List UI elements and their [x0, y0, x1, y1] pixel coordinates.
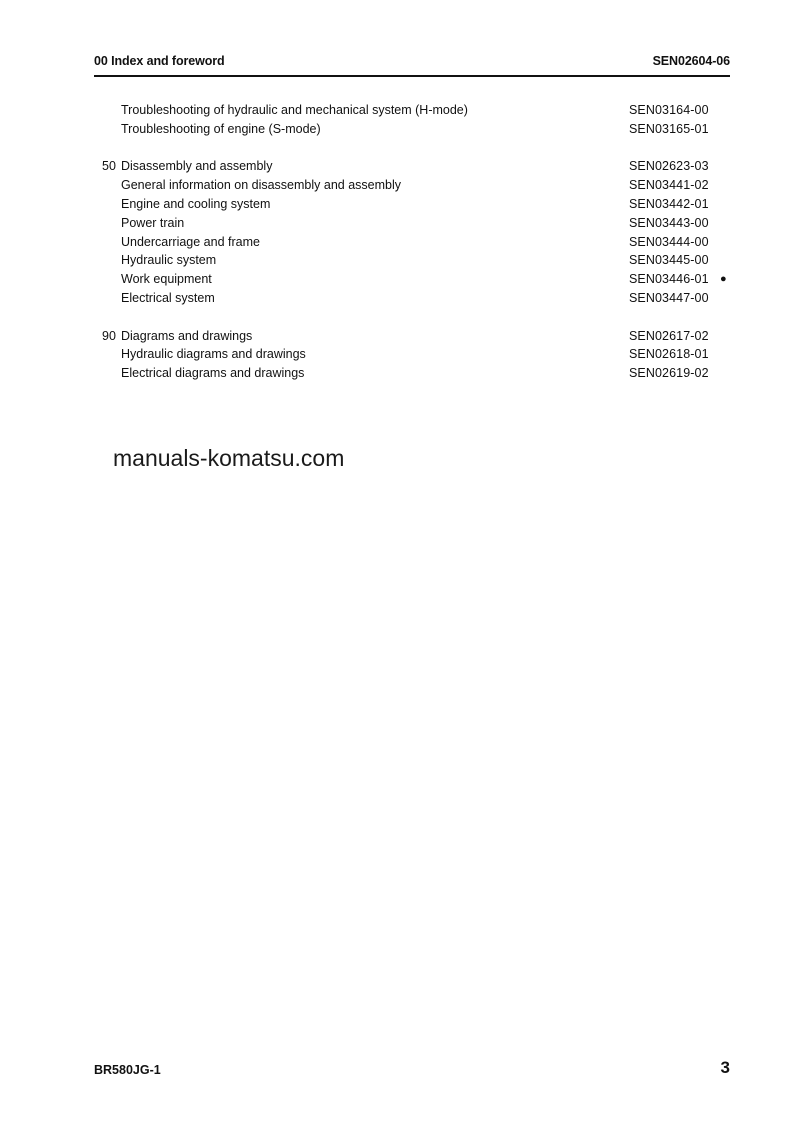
toc-code: SEN02619-02 — [629, 366, 709, 381]
toc-code: SEN03444-00 — [629, 234, 709, 249]
toc-row — [94, 289, 730, 308]
toc-row — [94, 157, 730, 176]
toc-title: Undercarriage and frame — [121, 234, 260, 249]
revision-bullet-icon: ● — [720, 273, 727, 286]
toc-code: SEN02618-01 — [629, 347, 709, 362]
page-header — [94, 53, 730, 77]
toc-code: SEN03443-00 — [629, 215, 709, 230]
toc-title: Power train — [121, 215, 185, 230]
table-of-contents — [94, 101, 730, 383]
toc-row — [94, 327, 730, 346]
toc-title: Diagrams and drawings — [121, 328, 253, 343]
toc-title: Troubleshooting of engine (S-mode) — [121, 121, 321, 136]
toc-code: SEN03445-00 — [629, 253, 709, 268]
section-title: 00 Index and foreword — [94, 54, 225, 68]
toc-title: Hydraulic system — [121, 253, 217, 268]
toc-code: SEN03441-02 — [629, 178, 709, 193]
toc-row — [94, 195, 730, 214]
toc-title: Engine and cooling system — [121, 196, 271, 211]
toc-section-number: 90 — [102, 328, 116, 343]
toc-title: Hydraulic diagrams and drawings — [121, 347, 306, 362]
model-code: BR580JG-1 — [94, 1063, 161, 1077]
toc-row — [94, 345, 730, 364]
toc-section-number: 50 — [102, 159, 116, 174]
toc-code: SEN03165-01 — [629, 121, 709, 136]
page-footer — [94, 1058, 730, 1082]
toc-title: Electrical system — [121, 290, 215, 305]
document-code: SEN02604-06 — [652, 54, 730, 68]
toc-row — [94, 251, 730, 270]
page-number: 3 — [720, 1058, 730, 1077]
toc-code: SEN02623-03 — [629, 159, 709, 174]
toc-row — [94, 364, 730, 383]
toc-code: SEN03446-01 — [629, 272, 709, 287]
toc-title: Electrical diagrams and drawings — [121, 366, 305, 381]
toc-title: Work equipment — [121, 272, 212, 287]
toc-row — [94, 270, 730, 289]
toc-title: Disassembly and assembly — [121, 159, 273, 174]
toc-title: Troubleshooting of hydraulic and mechanical system (H-mode) — [121, 103, 468, 117]
toc-code: SEN03442-01 — [629, 196, 709, 211]
watermark-link[interactable]: manuals-komatsu.com — [113, 445, 345, 471]
toc-row — [94, 214, 730, 233]
toc-code: SEN02617-02 — [629, 328, 709, 343]
toc-code: SEN03164-00 — [629, 103, 709, 117]
toc-row — [94, 233, 730, 252]
toc-code: SEN03447-00 — [629, 290, 709, 305]
toc-row — [94, 120, 730, 139]
toc-row — [94, 101, 730, 120]
toc-row — [94, 176, 730, 195]
toc-title: General information on disassembly and assembly — [121, 178, 401, 193]
